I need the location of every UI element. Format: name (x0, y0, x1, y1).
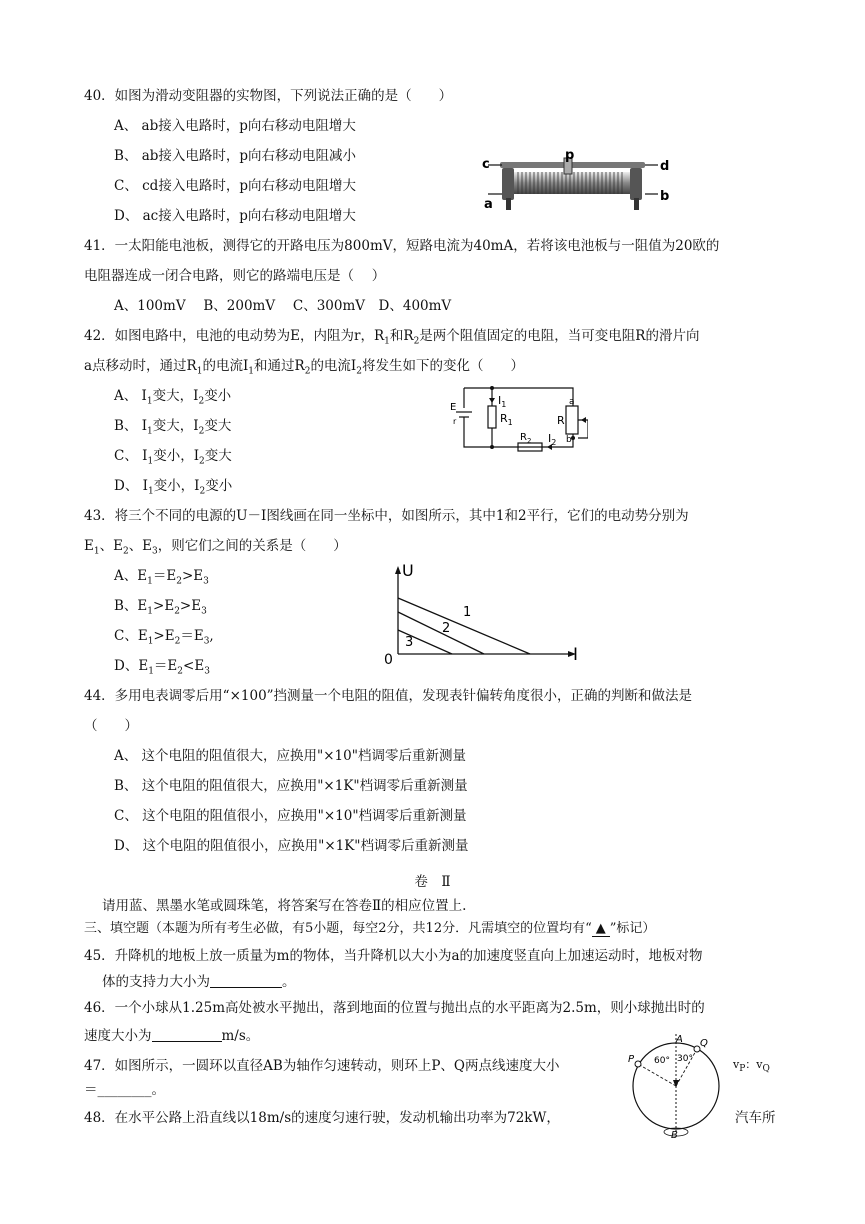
q41-stem-2: 电阻器连成一闭合电路，则它的路端电压是（ ） (84, 268, 386, 284)
svg-text:I: I (573, 645, 579, 665)
q43-stem-2: $E_1$、$E_2$、$E_3$，则它们之间的关系是（ ） (84, 538, 347, 557)
q40-option-b[interactable]: B、 ab接入电路时，p向右移动电阻减小 (114, 148, 357, 164)
q48-stem-tail: 汽车所 (735, 1110, 776, 1126)
svg-text:P: P (628, 1054, 635, 1065)
q47-stem-2: ＝________。 (84, 1082, 165, 1098)
q45-stem-1: 45．升降机的地板上放一质量为m的物体，当升降机以大小为a的加速度竖直向上加速运动时，地板对物 (84, 948, 703, 964)
q42-stem-1: 42．如图电路中，电池的电动势为E，内阻为r，$R_1$和$R_2$是两个阻值固定的电阻，当可变电阻R的滑片向 (84, 328, 700, 347)
q43-option-b[interactable]: B、$E_1>E_2>E_3$ (114, 598, 207, 617)
svg-text:R1: $R_1$ (500, 412, 513, 427)
q42-option-c[interactable]: C、 $I_1$变小，$I_2$变大 (114, 448, 232, 467)
q42-option-d[interactable]: D、 $I_1$变小，$I_2$变小 (114, 478, 233, 497)
q43-option-d[interactable]: D、$E_1=E_2<E_3$ (114, 658, 210, 677)
q47-stem-1: 47．如图所示，一圆环以直径AB为轴作匀速转动，则环上P、Q两点线速度大小 (84, 1058, 560, 1074)
ring-figure (626, 1028, 731, 1140)
circuit-figure (448, 380, 588, 455)
q46-stem-2: 速度大小为 m/s。 (84, 1028, 260, 1044)
q44-option-b[interactable]: B、 这个电阻的阻值很大，应换用"×1K"档调零后重新测量 (114, 778, 468, 794)
q45-answer-blank[interactable] (210, 973, 282, 988)
q40-option-d[interactable]: D、 ac接入电路时，p向右移动电阻增大 (114, 208, 356, 224)
q45-stem-2: 体的支持力大小为 。 (102, 974, 296, 990)
q42-stem-2: a点移动时，通过$R_1$的电流$I_1$和通过$R_2$的电流$I_2$将发生如下的变化（ ） (84, 358, 525, 377)
section-heading: 三、填空题（本题为所有考生必做，有5小题，每空2分，共12分．凡需填空的位置均有“ ▲ ”标记） (84, 921, 656, 936)
label-d: d (660, 159, 670, 174)
svg-text:60°: 60° (654, 1056, 670, 1066)
q42-option-b[interactable]: B、 $I_1$变大，$I_2$变大 (114, 418, 232, 437)
svg-text:1: 1 (463, 605, 472, 620)
svg-text:A: A (676, 1034, 683, 1045)
svg-text:r: r (453, 417, 457, 426)
q41-options[interactable]: A、100mV B、200mV C、300mV D、400mV (114, 298, 452, 314)
svg-text:R2: $R_2$ (520, 432, 532, 445)
svg-text:b: b (566, 435, 572, 445)
q41-stem-1: 41．一太阳能电池板，测得它的开路电压为800mV，短路电流为40mA，若将该电池板与一阻值为20欧的 (84, 238, 720, 254)
q44-stem-2: （ ） (84, 718, 138, 734)
label-b: b (660, 189, 670, 204)
q44-stem-1: 44．多用电表调零后用“×100”挡测量一个电阻的阻值，发现表针偏转角度很小，正确的判断和做法是 (84, 688, 693, 704)
q43-option-c[interactable]: C、$E_1>E_2=E_3$, (114, 628, 214, 647)
svg-text:B: B (671, 1130, 678, 1140)
svg-text:R: R (557, 414, 565, 427)
q40-option-c[interactable]: C、 cd接入电路时，p向右移动电阻增大 (114, 178, 356, 194)
q46-stem-1: 46．一个小球从1.25m高处被水平抛出，落到地面的位置与抛出点的水平距离为2.5m，则小球抛出时的 (84, 1000, 705, 1016)
q46-answer-blank[interactable] (152, 1027, 222, 1042)
answer-mark-icon: ▲ (592, 921, 610, 937)
q44-option-c[interactable]: C、 这个电阻的阻值很小，应换用"×10"档调零后重新测量 (114, 808, 467, 824)
svg-text:E: E (450, 402, 457, 413)
q40-option-a[interactable]: A、 ab接入电路时，p向右移动电阻增大 (114, 118, 356, 134)
svg-text:2: 2 (442, 621, 451, 636)
q40-stem: 40．如图为滑动变阻器的实物图，下列说法正确的是（ ） (84, 88, 453, 104)
q44-option-d[interactable]: D、 这个电阻的阻值很小，应换用"×1K"档调零后重新测量 (114, 838, 469, 854)
q47-ratio: $v_P$：$v_Q$ (733, 1058, 770, 1075)
section-title: 卷 Ⅱ (414, 874, 451, 890)
q48-stem: 48．在水平公路上沿直线以18m/s的速度匀速行驶，发动机输出功率为72kW， (84, 1110, 560, 1126)
svg-text:0: 0 (384, 652, 393, 668)
ui-graph-figure (380, 560, 595, 670)
svg-text:I1: $I_1$ (498, 394, 507, 409)
q43-option-a[interactable]: A、$E_1=E_2>E_3$ (114, 568, 209, 587)
section-instruction: 请用蓝、黑墨水笔或圆珠笔，将答案写在答卷Ⅱ的相应位置上. (102, 898, 467, 914)
label-a: a (484, 197, 493, 212)
svg-text:3: 3 (405, 635, 414, 650)
svg-text:U: U (402, 561, 414, 580)
rheostat-figure (480, 150, 670, 215)
q42-option-a[interactable]: A、 $I_1$变大，$I_2$变小 (114, 388, 232, 407)
label-c: c (482, 157, 490, 172)
svg-text:I2: $I_2$ (548, 432, 557, 447)
label-p: p (565, 150, 575, 163)
q44-option-a[interactable]: A、 这个电阻的阻值很大，应换用"×10"档调零后重新测量 (114, 748, 466, 764)
q43-stem-1: 43．将三个不同的电源的U－I图线画在同一坐标中，如图所示，其中1和2平行，它们的电动势分别为 (84, 508, 689, 524)
svg-text:a: a (569, 397, 575, 407)
svg-text:Q: Q (700, 1038, 708, 1049)
svg-text:30°: 30° (677, 1054, 693, 1064)
